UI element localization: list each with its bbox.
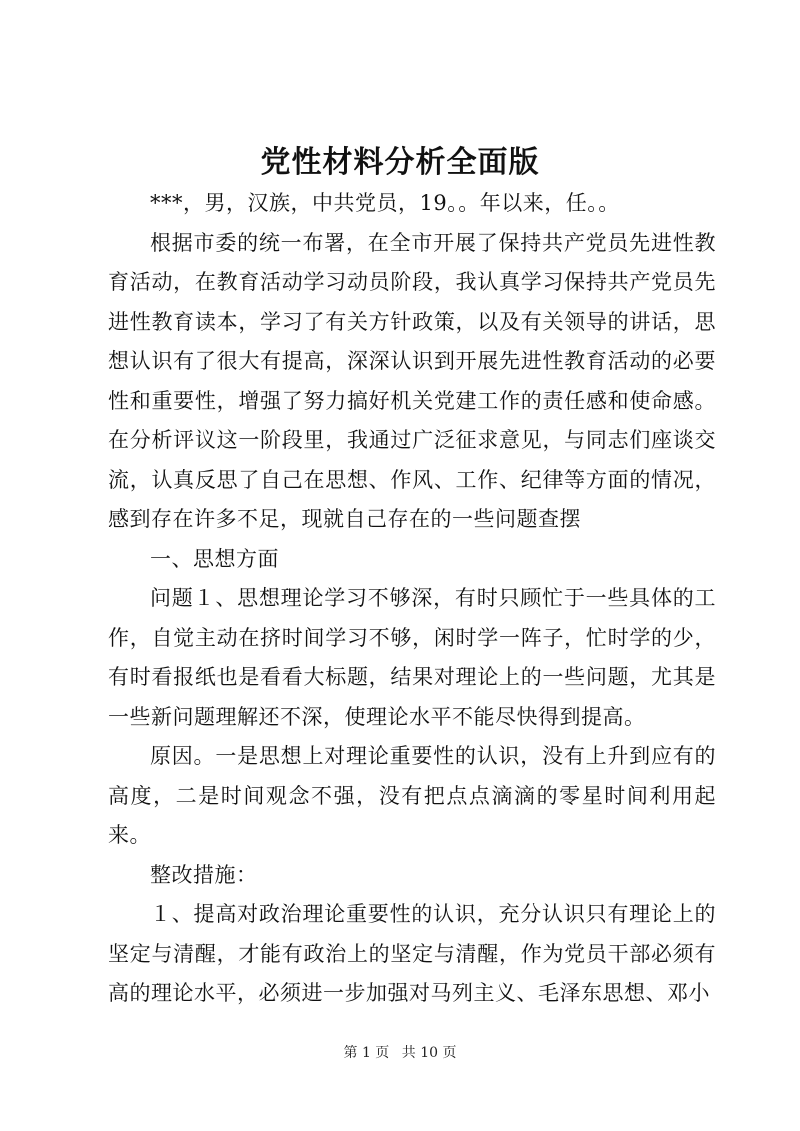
intro-paragraph: 根据市委的统一布署，在全市开展了保持共产党员先进性教育活动，在教育活动学习动员阶段，我认真学习保持共产党员先进性教育读本，学习了有关方针政策，以及有关领导的讲话，思想认识有了很大有提高，深深认识到开展先进性教育活动的必要性和重要性，增强了努力搞好机关党建工作的责任感和使命感。在分析评议这一阶段里，我通过广泛征求意见，与同志们座谈交流，认真反思了自己在思想、作风、工作、纪律等方面的情况，感到存在许多不足，现就自己存在的一些问题查摆 — [108, 230, 716, 531]
page-footer — [0, 1043, 800, 1063]
page-number: 第 1 页 — [343, 1045, 390, 1061]
measures-heading: 整改措施： — [150, 862, 258, 887]
measure-item-paragraph: １、提高对政治理论重要性的认识，充分认识只有理论上的坚定与清醒，才能有政治上的坚定与清醒，作为党员干部必须有高的理论水平，必须进一步加强对马列主义、毛泽东思想、邓小 — [108, 902, 716, 1005]
page-total: 共 10 页 — [401, 1045, 457, 1061]
document-title: 党性材料分析全面版 — [260, 145, 540, 180]
section-heading-thought: 一、思想方面 — [150, 546, 279, 571]
author-info-paragraph: ***，男，汉族，中共党员，19。。年以来，任。。 — [150, 191, 620, 215]
problem-paragraph: 问题１、思想理论学习不够深，有时只顾忙于一些具体的工作，自觉主动在挤时间学习不够，闲时学一阵子，忙时学的少，有时看报纸也是看看大标题，结果对理论上的一些问题，尤其是一些新问题理解还不深，使理论水平不能尽快得到提高。 — [108, 586, 716, 729]
document-body — [108, 184, 716, 1014]
cause-paragraph: 原因。一是思想上对理论重要性的认识，没有上升到应有的高度，二是时间观念不强，没有把点点滴滴的零星时间利用起来。 — [108, 744, 716, 847]
